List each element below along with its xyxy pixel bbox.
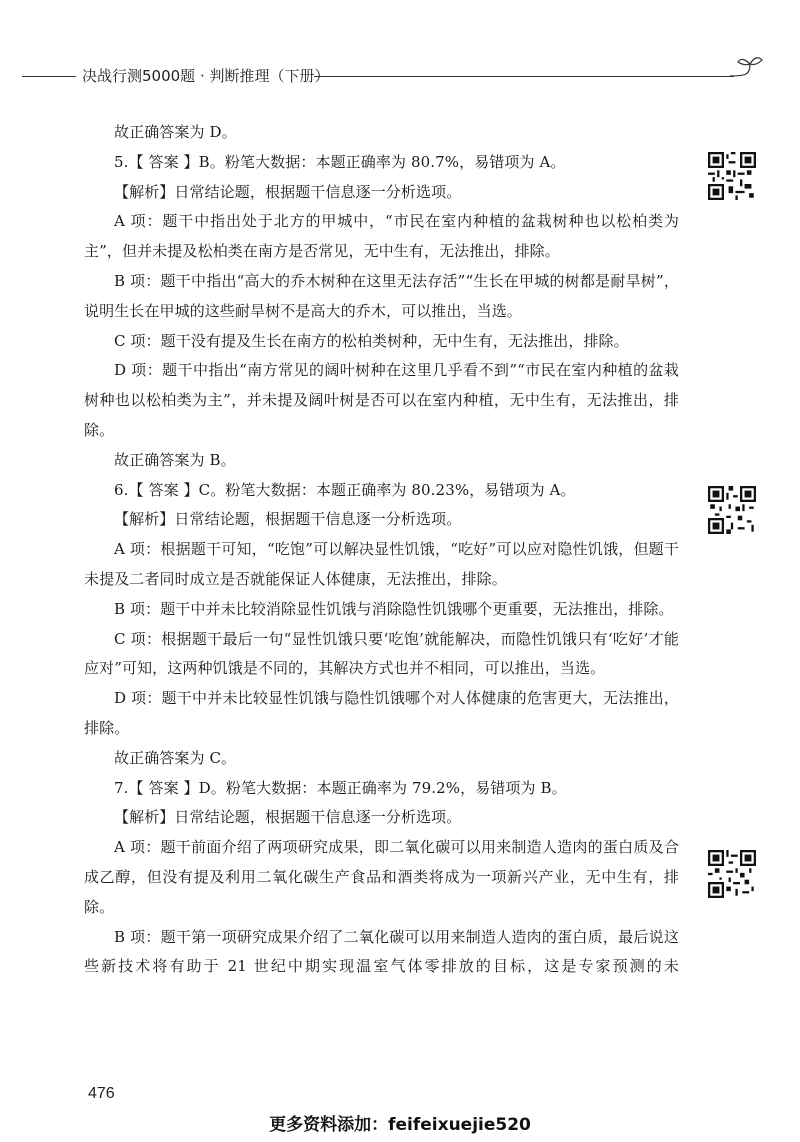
option-explanation: A 项：题干前面介绍了两项研究成果，即二氧化碳可以用来制造人造肉的蛋白质及合成乙醇，但没有提及利用二氧化碳生产食品和酒类将成为一项新兴产业，无中生有，排除。 xyxy=(84,838,679,916)
analysis-line: 【解析】日常结论题，根据题干信息逐一分析选项。 xyxy=(114,182,462,201)
qr-code-icon[interactable] xyxy=(708,486,756,534)
option-explanation: C 项：题干没有提及生长在南方的松柏类树种，无中生有，无法推出，排除。 xyxy=(114,331,629,350)
analysis-line: 【解析】日常结论题，根据题干信息逐一分析选项。 xyxy=(114,510,462,529)
header-rule-right xyxy=(314,76,734,77)
answer-explanations xyxy=(84,118,679,982)
analysis-line: 【解析】日常结论题，根据题干信息逐一分析选项。 xyxy=(114,808,462,827)
option-explanation: D 项：题干中并未比较显性饥饿与隐性饥饿哪个对人体健康的危害更大，无法推出，排除。 xyxy=(84,689,679,737)
option-explanation: C 项：根据题干最后一句“显性饥饿只要‘吃饱’就能解决，而隐性饥饿只有‘吃好’才能应对”可知，这两种饥饿是不同的，其解决方式也并不相同，可以推出，当选。 xyxy=(84,629,679,678)
answer-line: 5.【 答案 】B。粉笔大数据：本题正确率为 80.7%，易错项为 A。 xyxy=(114,152,566,171)
answer-line: 6.【 答案 】C。粉笔大数据：本题正确率为 80.23%，易错项为 A。 xyxy=(114,480,576,499)
conclusion-line: 故正确答案为 D。 xyxy=(114,123,237,141)
option-explanation: B 项：题干中指出“高大的乔木树种在这里无法存活”“生长在甲城的树都是耐旱树”，说明生长在甲城的这些耐旱树不是高大的乔木，可以推出，当选。 xyxy=(84,271,679,320)
conclusion-line: 故正确答案为 C。 xyxy=(114,748,237,767)
answer-line: 7.【 答案 】D。粉笔大数据：本题正确率为 79.2%，易错项为 B。 xyxy=(114,778,567,797)
page-number: 476 xyxy=(88,1085,115,1102)
book-title: 决战行测5000题 · 判断推理（下册） xyxy=(82,67,330,85)
conclusion-line: 故正确答案为 B。 xyxy=(114,450,236,469)
footer-note: 更多资料添加：feifeixuejie520 xyxy=(269,1115,531,1135)
running-header xyxy=(0,62,800,92)
sprout-icon xyxy=(728,52,768,82)
header-rule-left xyxy=(22,76,76,77)
qr-code-icon[interactable] xyxy=(708,850,756,898)
qr-code-icon[interactable] xyxy=(708,152,756,200)
option-explanation: A 项：根据题干可知，“吃饱”可以解决显性饥饿，“吃好”可以应对隐性饥饿，但题干未提及二者同时成立是否就能保证人体健康，无法推出，排除。 xyxy=(84,540,679,588)
option-explanation: B 项：题干第一项研究成果介绍了二氧化碳可以用来制造人造肉的蛋白质，最后说这些新技术将有助于 21 世纪中期实现温室气体零排放的目标，这是专家预测的未 xyxy=(84,927,679,976)
option-explanation: B 项：题干中并未比较消除显性饥饿与消除隐性饥饿哪个更重要，无法推出，排除。 xyxy=(114,599,674,618)
option-explanation: D 项：题干中指出“南方常见的阔叶树种在这里几乎看不到”“市民在室内种植的盆栽树种也以松柏类为主”，并未提及阔叶树是否可以在室内种植，无中生有，无法推出，排除。 xyxy=(84,361,679,439)
option-explanation: A 项：题干中指出处于北方的甲城中，“市民在室内种植的盆栽树种也以松柏类为主”，但并未提及松柏类在南方是否常见，无中生有，无法推出，排除。 xyxy=(84,212,679,261)
